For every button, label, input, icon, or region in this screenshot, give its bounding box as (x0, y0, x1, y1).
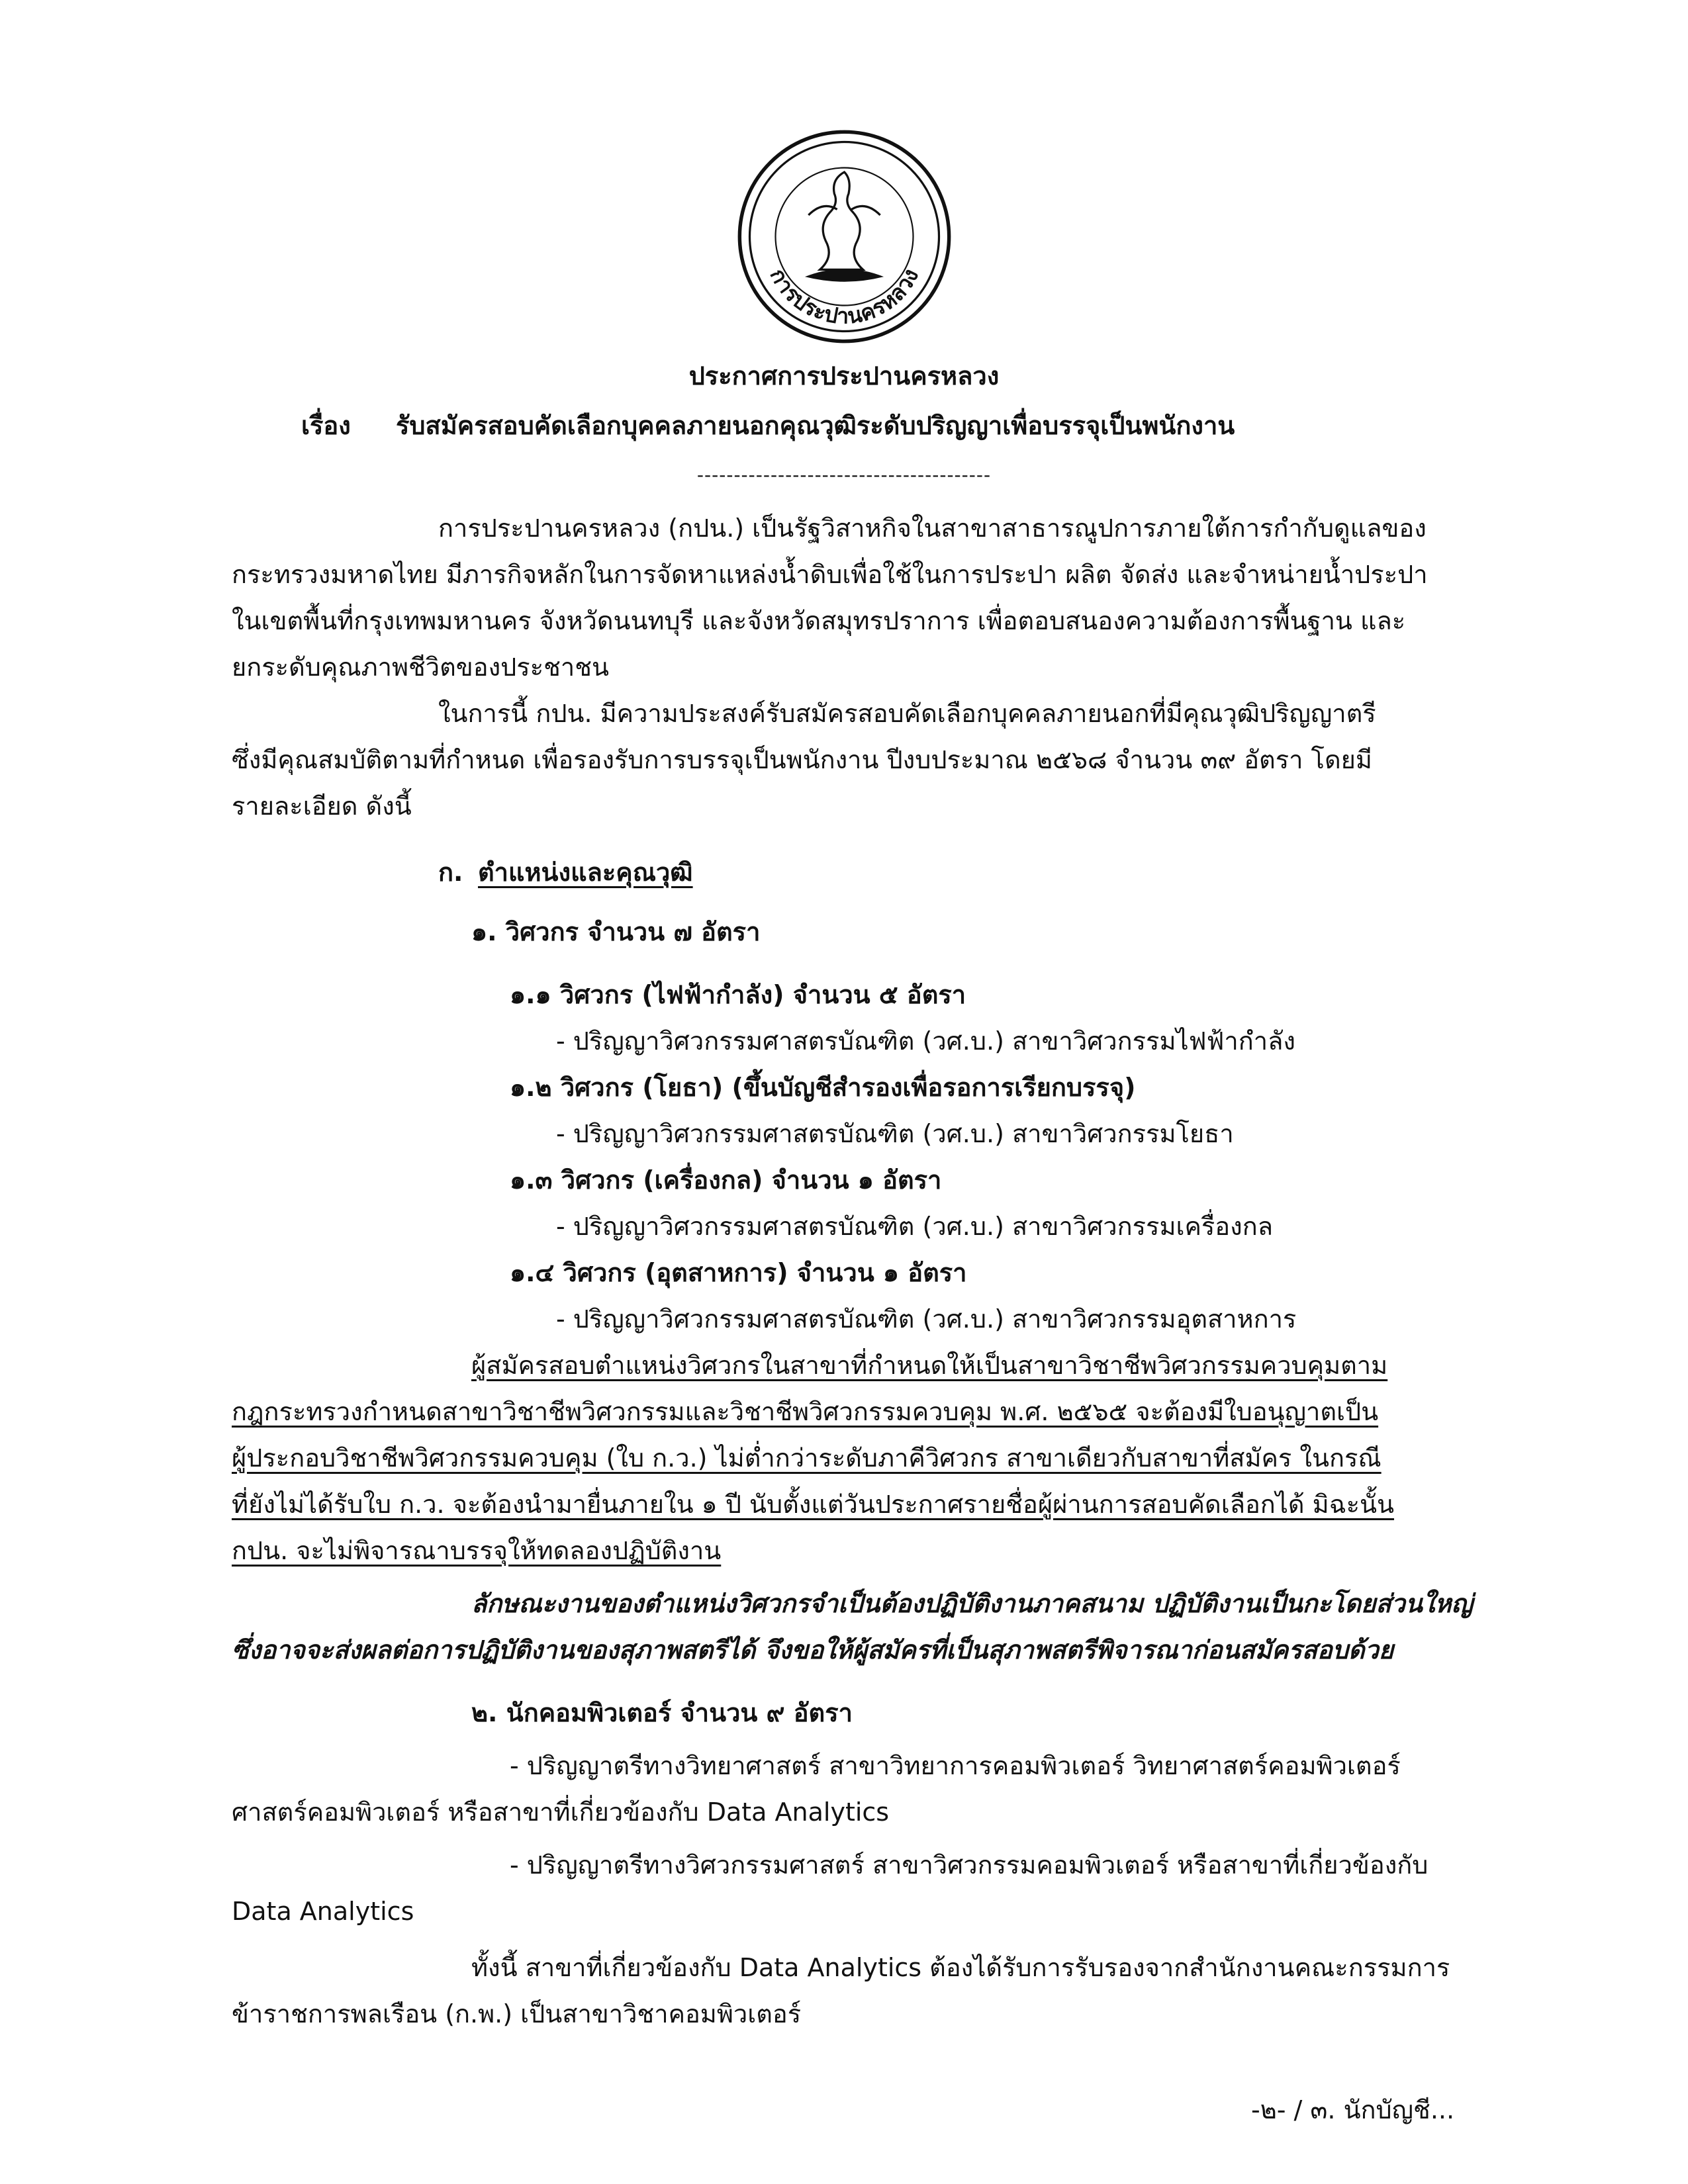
intro-line: กระทรวงมหาดไทย มีภารกิจหลักในการจัดหาแหล่งน้ำดิบเพื่อใช้ในการประปา ผลิต จัดส่ง และจำหน่ายน้ำประปา (232, 560, 1428, 589)
position-2-note-line: ทั้งนี้ สาขาที่เกี่ยวข้องกับ Data Analytics ต้องได้รับการรับรองจากสำนักงานคณะกรรมการ (471, 1953, 1450, 1982)
license-note-line: ที่ยังไม่ได้รับใบ ก.ว. จะต้องนำมายื่นภายใน ๑ ปี นับตั้งแต่วันประกาศรายชื่อผู้ผ่านการสอบคัดเลือกได้ มิฉะนั้น (232, 1490, 1394, 1519)
requirement-line: - ปริญญาตรีทางวิทยาศาสตร์ สาขาวิทยาการคอมพิวเตอร์ วิทยาศาสตร์คอมพิวเตอร์ (510, 1751, 1401, 1780)
sub-position-title: ๑.๔ วิศวกร (อุตสาหการ) จำนวน ๑ อัตรา (510, 1258, 967, 1287)
position-2-title: ๒. นักคอมพิวเตอร์ จำนวน ๙ อัตรา (471, 1698, 853, 1727)
license-note-line: ผู้ประกอบวิชาชีพวิศวกรรมควบคุม (ใบ ก.ว.) ไม่ต่ำกว่าระดับภาคีวิศวกร สาขาเดียวกับสาขาที่สมัคร ในกรณี (232, 1443, 1382, 1473)
sub-position-title: ๑.๓ วิศวกร (เครื่องกล) จำนวน ๑ อัตรา (510, 1165, 942, 1195)
requirement-line: ศาสตร์คอมพิวเตอร์ หรือสาขาที่เกี่ยวข้องกับ Data Analytics (232, 1797, 890, 1827)
mwa-logo (737, 129, 952, 344)
sub-position-requirement: - ปริญญาวิศวกรรมศาสตรบัณฑิต (วศ.บ.) สาขาวิศวกรรมเครื่องกล (556, 1212, 1273, 1241)
subject-text: รับสมัครสอบคัดเลือกบุคคลภายนอกคุณวุฒิระดับปริญญาเพื่อบรรจุเป็นพนักงาน (396, 411, 1235, 440)
license-note-line: กปน. จะไม่พิจารณาบรรจุให้ทดลองปฏิบัติงาน (232, 1536, 722, 1565)
intro-line: การประปานครหลวง (กปน.) เป็นรัฐวิสาหกิจในสาขาสาธารณูปการภายใต้การกำกับดูแลของ (438, 514, 1427, 543)
announcement-title: ประกาศการประปานครหลวง (688, 361, 1000, 390)
intro-line: รายละเอียด ดังนี้ (232, 792, 412, 821)
title-divider: ---------------------------------------- (696, 464, 992, 486)
intro-line: ยกระดับคุณภาพชีวิตของประชาชน (232, 653, 609, 682)
requirement-line: - ปริญญาตรีทางวิศวกรรมศาสตร์ สาขาวิศวกรรมคอมพิวเตอร์ หรือสาขาที่เกี่ยวข้องกับ (510, 1850, 1429, 1880)
field-work-note-line: ลักษณะงานของตำแหน่งวิศวกรจำเป็นต้องปฏิบัติงานภาคสนาม ปฏิบัติงานเป็นกะโดยส่วนใหญ่ (471, 1589, 1473, 1618)
page-continuation: -๒- / ๓. นักบัญชี... (1251, 2095, 1455, 2124)
svg-text:การประปานครหลวง: การประปานครหลวง (765, 264, 924, 329)
intro-line: ซึ่งมีคุณสมบัติตามที่กำหนด เพื่อรองรับการบรรจุเป็นพนักงาน ปีงบประมาณ ๒๕๖๘ จำนวน ๓๙ อัตรา โดยมี (232, 745, 1372, 774)
sub-position-title: ๑.๒ วิศวกร (โยธา) (ขึ้นบัญชีสำรองเพื่อรอการเรียกบรรจุ) (510, 1073, 1136, 1102)
intro-line: ในการนี้ กปน. มีความประสงค์รับสมัครสอบคัดเลือกบุคคลภายนอกที่มีคุณวุฒิปริญญาตรี (438, 699, 1376, 728)
sub-position-requirement: - ปริญญาวิศวกรรมศาสตรบัณฑิต (วศ.บ.) สาขาวิศวกรรมอุตสาหการ (556, 1304, 1297, 1334)
license-note-line: ผู้สมัครสอบตำแหน่งวิศวกรในสาขาที่กำหนดให้เป็นสาขาวิชาชีพวิศวกรรมควบคุมตาม (471, 1351, 1388, 1380)
field-work-note-line: ซึ่งอาจจะส่งผลต่อการปฏิบัติงานของสุภาพสตรีได้ จึงขอให้ผู้สมัครที่เป็นสุภาพสตรีพิจารณาก่อนสมัครสอบด้วย (232, 1635, 1394, 1664)
position-2-note-line: ข้าราชการพลเรือน (ก.พ.) เป็นสาขาวิชาคอมพิวเตอร์ (232, 1999, 802, 2028)
requirement-line: Data Analytics (232, 1897, 414, 1926)
sub-position-title: ๑.๑ วิศวกร (ไฟฟ้ากำลัง) จำนวน ๕ อัตรา (510, 980, 966, 1009)
section-a-label: ก. (438, 858, 463, 887)
intro-line: ในเขตพื้นที่กรุงเทพมหานคร จังหวัดนนทบุรี และจังหวัดสมุทรปราการ เพื่อตอบสนองความต้องการพื้นฐาน และ (232, 606, 1406, 635)
license-note-line: กฎกระทรวงกำหนดสาขาวิชาชีพวิศวกรรมและวิชาชีพวิศวกรรมควบคุม พ.ศ. ๒๕๖๕ จะต้องมีใบอนุญาตเป็น (232, 1397, 1379, 1426)
section-a-title: ตำแหน่งและคุณวุฒิ (478, 858, 693, 887)
position-1-title: ๑. วิศวกร จำนวน ๗ อัตรา (471, 917, 761, 946)
sub-position-requirement: - ปริญญาวิศวกรรมศาสตรบัณฑิต (วศ.บ.) สาขาวิศวกรรมไฟฟ้ากำลัง (556, 1026, 1295, 1056)
sub-position-requirement: - ปริญญาวิศวกรรมศาสตรบัณฑิต (วศ.บ.) สาขาวิศวกรรมโยธา (556, 1119, 1234, 1148)
subject-label: เรื่อง (301, 411, 351, 440)
